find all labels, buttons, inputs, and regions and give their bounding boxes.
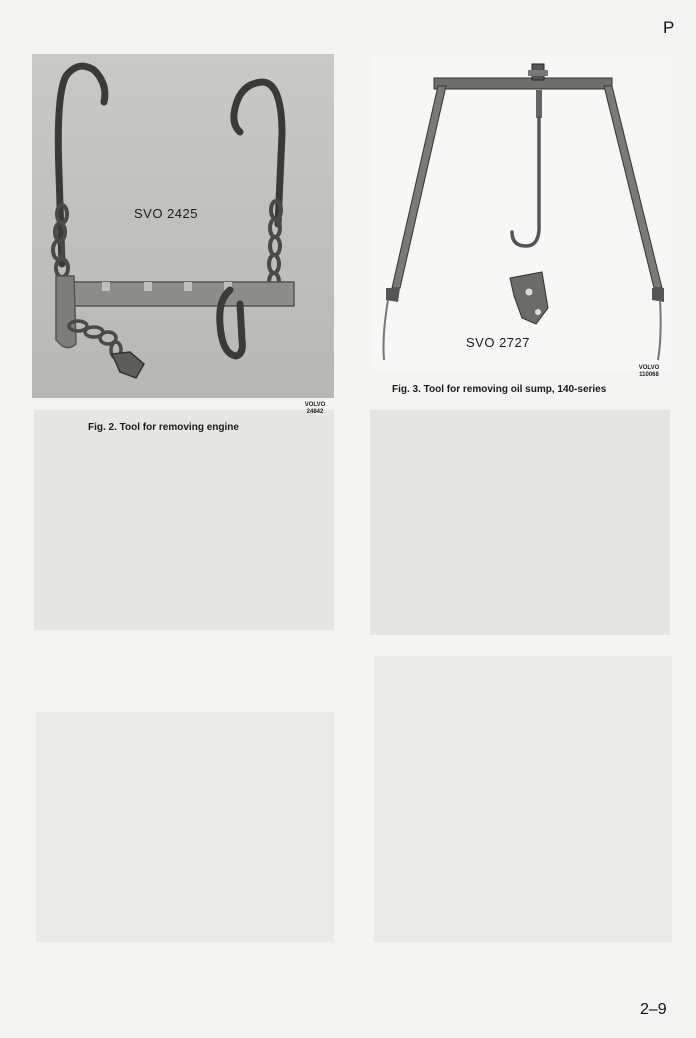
figure-2-photo (32, 54, 334, 398)
bleed-through-photo-left-top (34, 410, 334, 630)
bleed-through-photo-right-top (370, 410, 670, 635)
engine-lifting-tool-illustration (32, 54, 334, 398)
figure-2-ref-brand: VOLVO (304, 402, 326, 408)
figure-3-caption: Fig. 3. Tool for removing oil sump, 140-series (392, 384, 607, 395)
tool-label-svo-2727: SVO 2727 (466, 335, 530, 350)
figure-3-ref-brand: VOLVO (638, 365, 660, 371)
bleed-through-photo-left-bottom (36, 712, 334, 942)
figure-3-ref-code: 110068 (639, 372, 659, 378)
figure-2-caption: Fig. 2. Tool for removing engine (88, 422, 239, 433)
figure-2-ref-code: 24842 (306, 409, 324, 415)
bleed-through-photo-right-bottom (374, 656, 672, 942)
section-letter: P (663, 18, 675, 37)
tool-label-svo-2425: SVO 2425 (134, 206, 198, 221)
oil-sump-tool-illustration (372, 56, 672, 370)
page-number: 2–9 (640, 1001, 667, 1018)
figure-3-photo (372, 56, 672, 370)
